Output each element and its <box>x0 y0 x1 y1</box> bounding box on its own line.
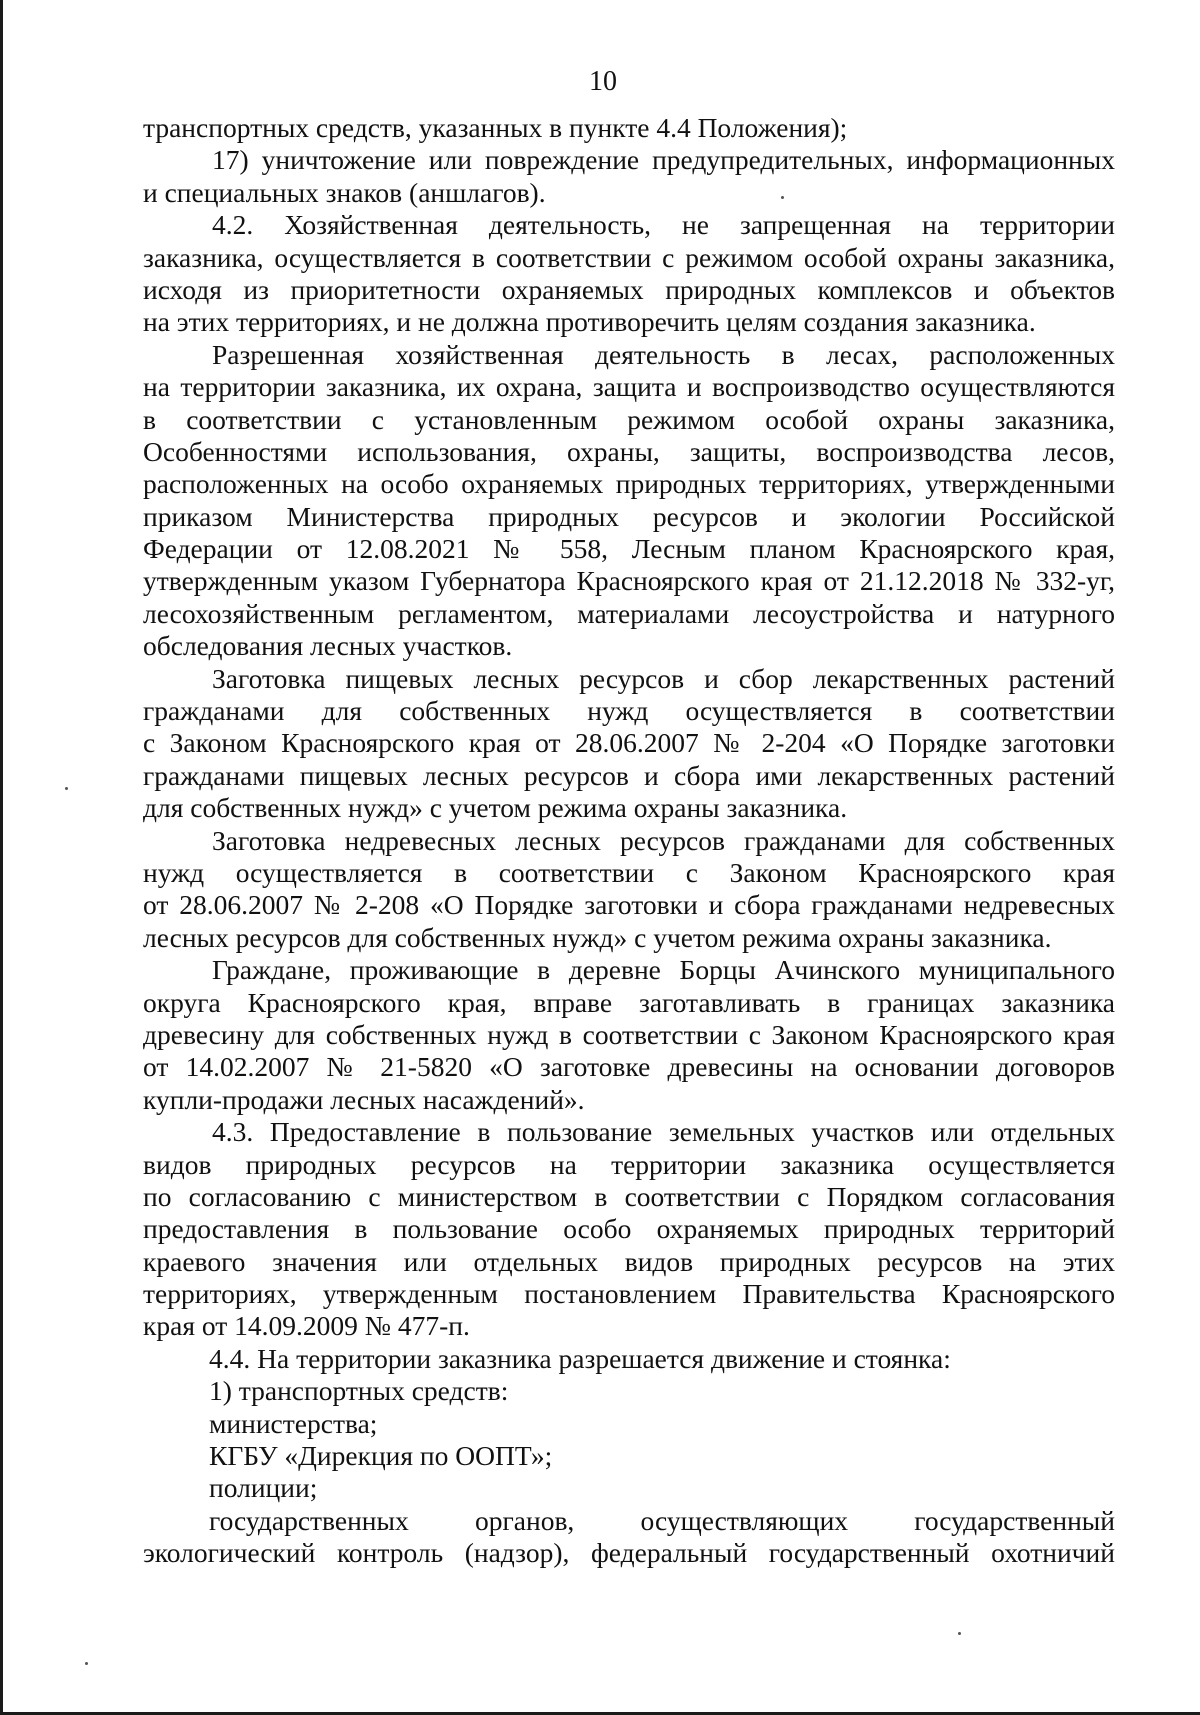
text-line: Заготовка недревесных лесных ресурсов гражданами для собственных <box>212 824 1115 856</box>
text-line: 4.3. Предоставление в пользование земельных участков или отдельных <box>212 1116 1115 1148</box>
text-line: заказника, осуществляется в соответствии с режимом особой охраны заказника, <box>143 241 1115 273</box>
text-line: Заготовка пищевых лесных ресурсов и сбор лекарственных растений <box>212 662 1115 694</box>
text-line: купли-продажи лесных насаждений». <box>143 1083 585 1115</box>
text-line: для собственных нужд» с учетом режима охраны заказника. <box>143 792 848 824</box>
text-line: на территории заказника, их охрана, защита и воспроизводство осуществляются <box>143 371 1115 403</box>
text-line: полиции; <box>209 1472 318 1504</box>
text-line: с Законом Красноярского края от 28.06.2007 № 2-204 «О Порядке заготовки <box>143 727 1115 759</box>
text-line: 1) транспортных средств: <box>209 1375 509 1407</box>
text-line: транспортных средств, указанных в пункте 4.4 Положения); <box>143 112 848 143</box>
text-line: от 28.06.2007 № 2-208 «О Порядке заготовки и сбора гражданами недревесных <box>143 889 1115 921</box>
text-line: исходя из приоритетности охраняемых природных комплексов и объектов <box>143 273 1115 305</box>
text-line: Федерации от 12.08.2021 № 558, Лесным планом Красноярского края, <box>143 533 1115 565</box>
text-line: 4.2. Хозяйственная деятельность, не запрещенная на территории <box>212 209 1115 241</box>
text-line: в соответствии с установленным режимом особой охраны заказника, <box>143 403 1115 435</box>
text-line: древесину для собственных нужд в соответствии с Законом Красноярского края <box>143 1018 1115 1050</box>
text-line: 17) уничтожение или повреждение предупредительных, информационных <box>212 144 1115 176</box>
text-line: предоставления в пользование особо охраняемых природных территорий <box>143 1213 1115 1245</box>
body-text <box>143 112 1115 1570</box>
text-line: и специальных знаков (аншлагов). <box>143 176 546 208</box>
text-line: обследования лесных участков. <box>143 630 513 662</box>
text-line: лесохозяйственным регламентом, материалами лесоустройства и натурного <box>143 597 1115 629</box>
text-line: по согласованию с министерством в соответствии с Порядком согласования <box>143 1180 1115 1212</box>
text-line: от 14.02.2007 № 21-5820 «О заготовке древесины на основании договоров <box>143 1051 1115 1083</box>
text-line: утвержденным указом Губернатора Красноярского края от 21.12.2018 № 332-уг, <box>143 565 1115 597</box>
text-line: экологический контроль (надзор), федеральный государственный охотничий <box>143 1537 1115 1569</box>
text-line: государственных органов, осуществляющих государственный <box>209 1504 1115 1536</box>
text-line: КГБУ «Дирекция по ООПТ»; <box>209 1440 553 1472</box>
text-line: министерства; <box>209 1407 378 1439</box>
text-line: на этих территориях, и не должна противоречить целям создания заказника. <box>143 306 1036 338</box>
text-line: края от 14.09.2009 № 477-п. <box>143 1310 470 1342</box>
text-line: видов природных ресурсов на территории заказника осуществляется <box>143 1148 1115 1180</box>
scan-speck <box>781 196 784 199</box>
text-line: лесных ресурсов для собственных нужд» с учетом режима охраны заказника. <box>143 921 1052 953</box>
text-line: Разрешенная хозяйственная деятельность в лесах, расположенных <box>212 338 1115 370</box>
text-line: гражданами пищевых лесных ресурсов и сбора ими лекарственных растений <box>143 759 1115 791</box>
scan-speck <box>85 1662 88 1665</box>
text-line: гражданами для собственных нужд осуществляется в соответствии <box>143 695 1115 727</box>
text-line: Граждане, проживающие в деревне Борцы Ачинского муниципального <box>212 954 1115 986</box>
text-line: расположенных на особо охраняемых природных территориях, утвержденными <box>143 468 1115 500</box>
text-line: краевого значения или отдельных видов природных ресурсов на этих <box>143 1245 1115 1277</box>
scan-speck <box>958 1632 961 1635</box>
text-line: 4.4. На территории заказника разрешается движение и стоянка: <box>209 1342 951 1374</box>
text-line: округа Красноярского края, вправе заготавливать в границах заказника <box>143 986 1115 1018</box>
page-number: 10 <box>589 66 617 97</box>
text-line: нужд осуществляется в соответствии с Законом Красноярского края <box>143 856 1115 888</box>
scan-speck <box>65 787 68 790</box>
text-line: территориях, утвержденным постановлением Правительства Красноярского <box>143 1278 1115 1310</box>
text-line: Особенностями использования, охраны, защиты, воспроизводства лесов, <box>143 435 1115 467</box>
text-line: приказом Министерства природных ресурсов и экологии Российской <box>143 500 1115 532</box>
